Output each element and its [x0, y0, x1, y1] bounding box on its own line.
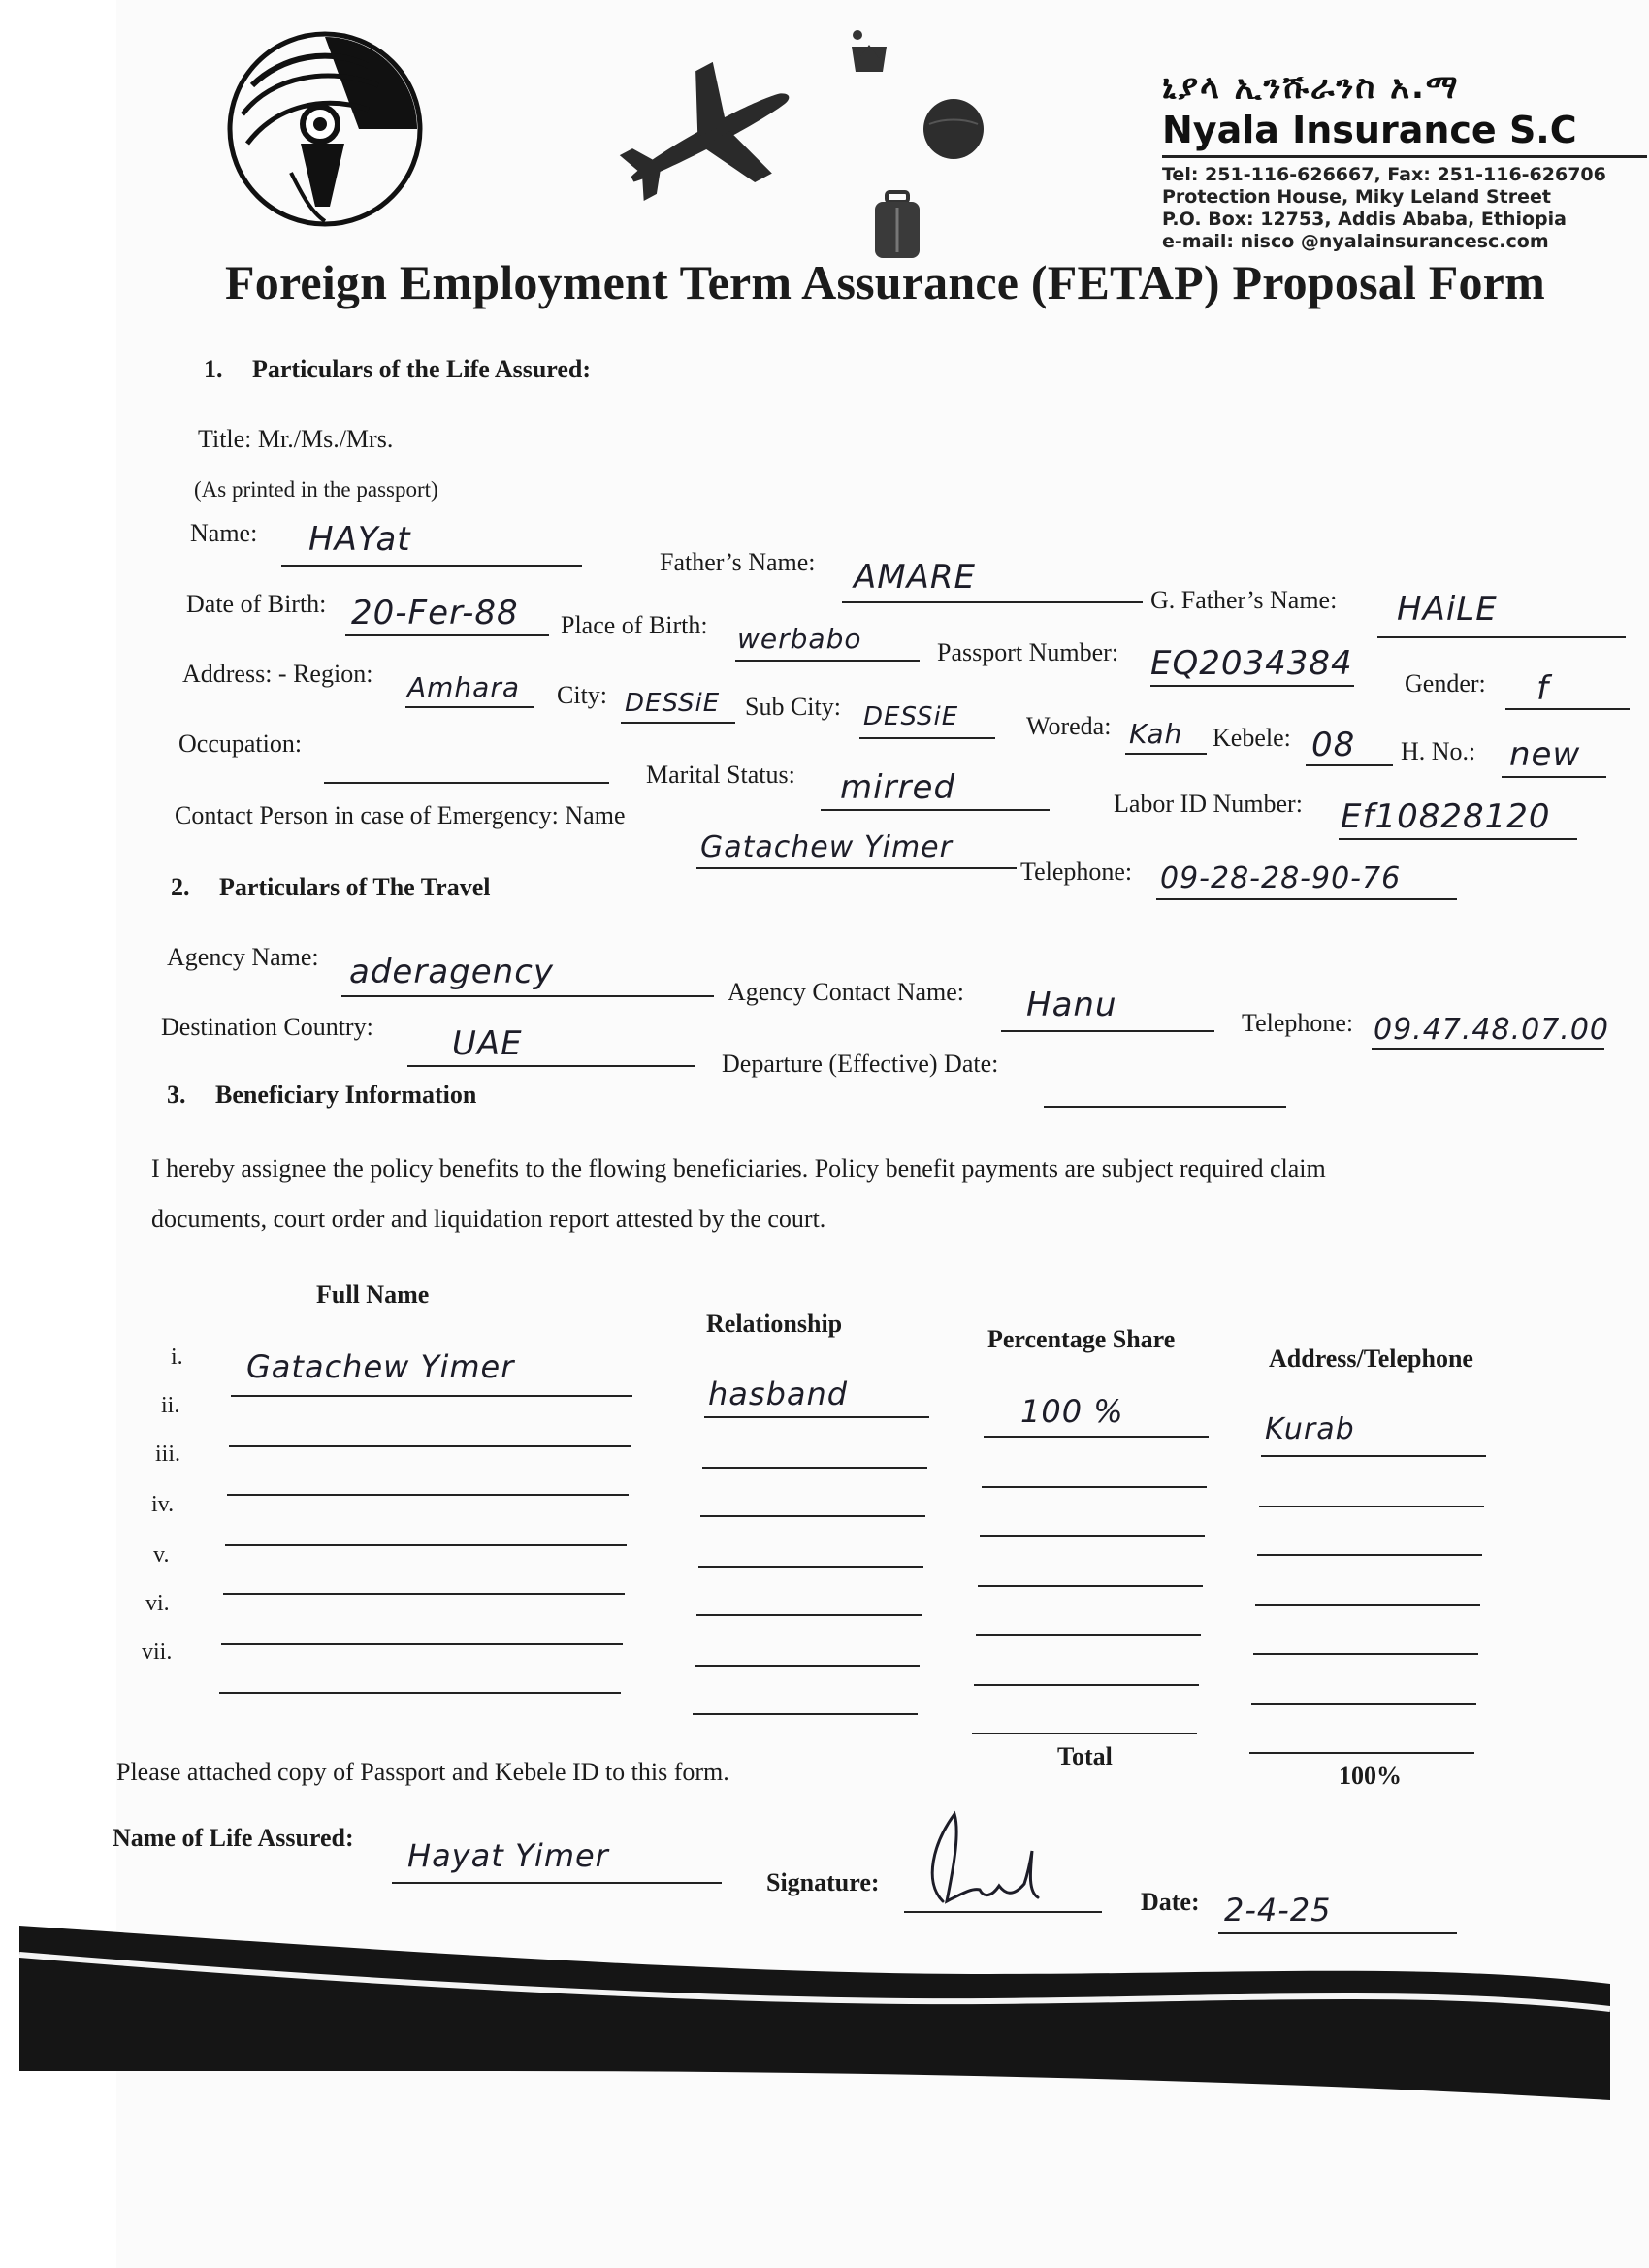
- full-name-line-2: [229, 1445, 630, 1447]
- emergency-telephone-underline: [1156, 898, 1457, 900]
- name-underline: [281, 565, 582, 567]
- beneficiary-1-address[interactable]: Kurab: [1265, 1412, 1355, 1446]
- region-underline: [405, 706, 534, 708]
- sub-city-field[interactable]: DESSiE: [863, 702, 959, 731]
- relationship-line-4: [698, 1566, 923, 1568]
- labor-id-field[interactable]: Ef10828120: [1341, 797, 1551, 836]
- address-line-5: [1253, 1653, 1478, 1655]
- date-label: Date:: [1141, 1888, 1200, 1916]
- share-line-7: [972, 1733, 1197, 1734]
- dob-field[interactable]: 20-Fer-88: [351, 594, 519, 632]
- emergency-contact-label: Contact Person in case of Emergency: Name: [175, 801, 626, 829]
- relationship-line-3: [700, 1515, 925, 1517]
- kebele-underline: [1306, 764, 1393, 766]
- footer-wave-band: [19, 1926, 1610, 2120]
- assignment-paragraph-line-2: documents, court order and liquidation report attested by the court.: [151, 1205, 826, 1233]
- passport-note: (As printed in the passport): [194, 477, 438, 502]
- row-number-vii: vii.: [142, 1639, 173, 1665]
- passport-number-label: Passport Number:: [937, 638, 1119, 666]
- house-number-underline: [1502, 776, 1606, 778]
- share-line-1: [984, 1436, 1209, 1438]
- agency-contact-field[interactable]: Hanu: [1026, 986, 1117, 1024]
- woreda-field[interactable]: Kah: [1129, 718, 1183, 750]
- destination-country-field[interactable]: UAE: [452, 1024, 523, 1063]
- woreda-underline: [1125, 753, 1207, 755]
- row-number-ii: ii.: [161, 1393, 180, 1418]
- name-label: Name:: [190, 519, 258, 547]
- region-field[interactable]: Amhara: [407, 671, 521, 703]
- passport-number-underline: [1150, 685, 1354, 687]
- airplane-icon: [611, 58, 805, 213]
- name-field[interactable]: HAYat: [308, 520, 411, 559]
- company-email: e-mail: nisco @nyalainsurancesc.com: [1162, 231, 1549, 252]
- assignment-paragraph-line-1: I hereby assignee the policy benefits to the flowing beneficiaries. Policy benefit payments are subject required claim: [151, 1154, 1326, 1183]
- departure-date-label: Departure (Effective) Date:: [722, 1050, 999, 1078]
- city-field[interactable]: DESSiE: [625, 689, 721, 718]
- agency-name-underline: [341, 995, 714, 997]
- column-percentage-share: Percentage Share: [987, 1325, 1176, 1353]
- company-address: Protection House, Miky Leland Street: [1162, 186, 1551, 208]
- occupation-label: Occupation:: [178, 729, 303, 758]
- company-po-box: P.O. Box: 12753, Addis Ababa, Ethiopia: [1162, 209, 1567, 230]
- father-name-field[interactable]: AMARE: [854, 558, 976, 597]
- title-label: Title: Mr./Ms./Mrs.: [198, 425, 394, 453]
- share-line-2: [982, 1486, 1207, 1488]
- full-name-line-6: [221, 1643, 623, 1645]
- emergency-contact-underline: [696, 867, 1017, 869]
- sub-city-label: Sub City:: [745, 693, 841, 721]
- agency-contact-underline: [1001, 1030, 1214, 1032]
- pob-field[interactable]: werbabo: [737, 623, 862, 655]
- full-name-line-4: [225, 1544, 627, 1546]
- full-name-line-5: [223, 1593, 625, 1595]
- destination-country-underline: [407, 1065, 695, 1067]
- row-number-v: v.: [153, 1542, 170, 1568]
- beneficiary-1-share[interactable]: 100 %: [1020, 1393, 1124, 1430]
- city-label: City:: [557, 681, 608, 709]
- relationship-line-2: [702, 1467, 927, 1469]
- beneficiary-1-name[interactable]: Gatachew Yimer: [246, 1348, 515, 1385]
- section-3-heading: [167, 1081, 476, 1110]
- form-title: Foreign Employment Term Assurance (FETAP) Proposal Form: [225, 255, 1545, 309]
- destination-country-label: Destination Country:: [161, 1013, 373, 1041]
- relationship-line-6: [695, 1665, 920, 1667]
- section-2-number: 2.: [171, 873, 190, 901]
- row-number-vi: vi.: [146, 1591, 170, 1616]
- gender-field[interactable]: f: [1536, 669, 1549, 708]
- column-relationship: Relationship: [706, 1310, 843, 1338]
- gender-underline: [1505, 708, 1630, 710]
- signature-label: Signature:: [766, 1868, 880, 1896]
- emergency-telephone-label: Telephone:: [1020, 858, 1133, 886]
- column-full-name: Full Name: [316, 1280, 430, 1309]
- agency-contact-label: Agency Contact Name:: [728, 978, 965, 1006]
- passport-number-field[interactable]: EQ2034384: [1150, 644, 1353, 683]
- father-name-underline: [842, 601, 1143, 603]
- sub-city-underline: [859, 737, 995, 739]
- luggage-icon: [871, 190, 923, 262]
- gender-label: Gender:: [1405, 669, 1486, 697]
- total-label: Total: [1057, 1742, 1113, 1770]
- kebele-field[interactable]: 08: [1311, 726, 1356, 764]
- relationship-line-7: [693, 1713, 918, 1715]
- father-name-label: Father’s Name:: [660, 548, 816, 576]
- pob-underline: [735, 660, 920, 662]
- address-line-1: [1261, 1455, 1486, 1457]
- grandfather-name-label: G. Father’s Name:: [1150, 586, 1338, 614]
- city-underline: [621, 722, 735, 724]
- grandfather-name-field[interactable]: HAiLE: [1397, 590, 1498, 629]
- section-3-title: Beneficiary Information: [215, 1081, 477, 1109]
- attachment-note: Please attached copy of Passport and Kebele ID to this form.: [116, 1758, 729, 1786]
- occupation-underline: [324, 782, 609, 784]
- address-line-2: [1259, 1506, 1484, 1507]
- share-line-6: [974, 1684, 1199, 1686]
- dob-label: Date of Birth:: [186, 590, 327, 618]
- relationship-line-5: [696, 1614, 922, 1616]
- full-name-line-1: [231, 1395, 632, 1397]
- section-3-number: 3.: [167, 1081, 186, 1109]
- life-assured-label: Name of Life Assured:: [113, 1824, 354, 1852]
- company-name: Nyala Insurance S.C: [1162, 109, 1577, 151]
- labor-id-label: Labor ID Number:: [1114, 790, 1303, 818]
- labor-id-underline: [1339, 838, 1577, 840]
- relationship-line-1: [704, 1416, 929, 1418]
- company-name-amharic: ኒያላ ኢንሹራንስ አ.ማ: [1162, 68, 1460, 107]
- row-number-i: i.: [171, 1345, 183, 1370]
- full-name-line-3: [227, 1494, 629, 1496]
- full-name-line-7: [219, 1692, 621, 1694]
- agency-name-field[interactable]: aderagency: [349, 953, 555, 991]
- house-number-label: H. No.:: [1401, 737, 1476, 765]
- address-line-3: [1257, 1554, 1482, 1556]
- marital-status-label: Marital Status:: [646, 761, 795, 789]
- woreda-label: Woreda:: [1026, 712, 1112, 740]
- section-2-title: Particulars of The Travel: [219, 873, 491, 901]
- life-assured-field[interactable]: Hayat Yimer: [407, 1837, 609, 1874]
- crown-icon: [846, 25, 892, 83]
- agency-name-label: Agency Name:: [167, 943, 319, 971]
- share-line-3: [980, 1535, 1205, 1537]
- agency-telephone-label: Telephone:: [1242, 1009, 1354, 1037]
- column-address-telephone: Address/Telephone: [1269, 1345, 1473, 1373]
- row-number-iv: iv.: [151, 1492, 175, 1517]
- signature-underline: [904, 1911, 1102, 1913]
- section-1-number: 1.: [204, 355, 223, 383]
- marital-status-field[interactable]: mirred: [840, 768, 956, 807]
- beneficiary-1-relationship[interactable]: hasband: [708, 1376, 849, 1412]
- company-divider: [1162, 155, 1647, 158]
- agency-telephone-field[interactable]: 09.47.48.07.00: [1374, 1013, 1610, 1047]
- date-field[interactable]: 2-4-25: [1224, 1892, 1332, 1928]
- emergency-contact-field[interactable]: Gatachew Yimer: [700, 830, 953, 864]
- address-line-6: [1251, 1703, 1476, 1705]
- life-assured-underline: [392, 1882, 722, 1884]
- globe-icon: [920, 95, 987, 163]
- nyala-logo-icon: [223, 27, 427, 231]
- address-line-4: [1255, 1604, 1480, 1606]
- marital-status-underline: [821, 809, 1050, 811]
- grandfather-name-underline: [1377, 636, 1626, 638]
- company-phone: Tel: 251-116-626667, Fax: 251-116-626706: [1162, 164, 1606, 185]
- kebele-label: Kebele:: [1212, 724, 1291, 752]
- total-value: 100%: [1339, 1762, 1402, 1790]
- section-2-heading: [171, 873, 490, 902]
- section-1-title: Particulars of the Life Assured:: [252, 355, 592, 383]
- agency-telephone-underline: [1372, 1048, 1604, 1050]
- region-label: Address: - Region:: [182, 660, 373, 688]
- address-line-7: [1249, 1752, 1474, 1754]
- share-line-4: [978, 1585, 1203, 1587]
- share-line-5: [976, 1634, 1201, 1636]
- pob-label: Place of Birth:: [561, 611, 708, 639]
- row-number-iii: iii.: [155, 1442, 181, 1467]
- section-1-heading: [204, 355, 591, 384]
- emergency-telephone-field[interactable]: 09-28-28-90-76: [1160, 861, 1402, 895]
- house-number-field[interactable]: new: [1509, 735, 1581, 774]
- dob-underline: [345, 634, 549, 636]
- signature-drawing[interactable]: [904, 1804, 1079, 1911]
- company-header: [1162, 68, 1647, 253]
- departure-date-underline: [1044, 1106, 1286, 1108]
